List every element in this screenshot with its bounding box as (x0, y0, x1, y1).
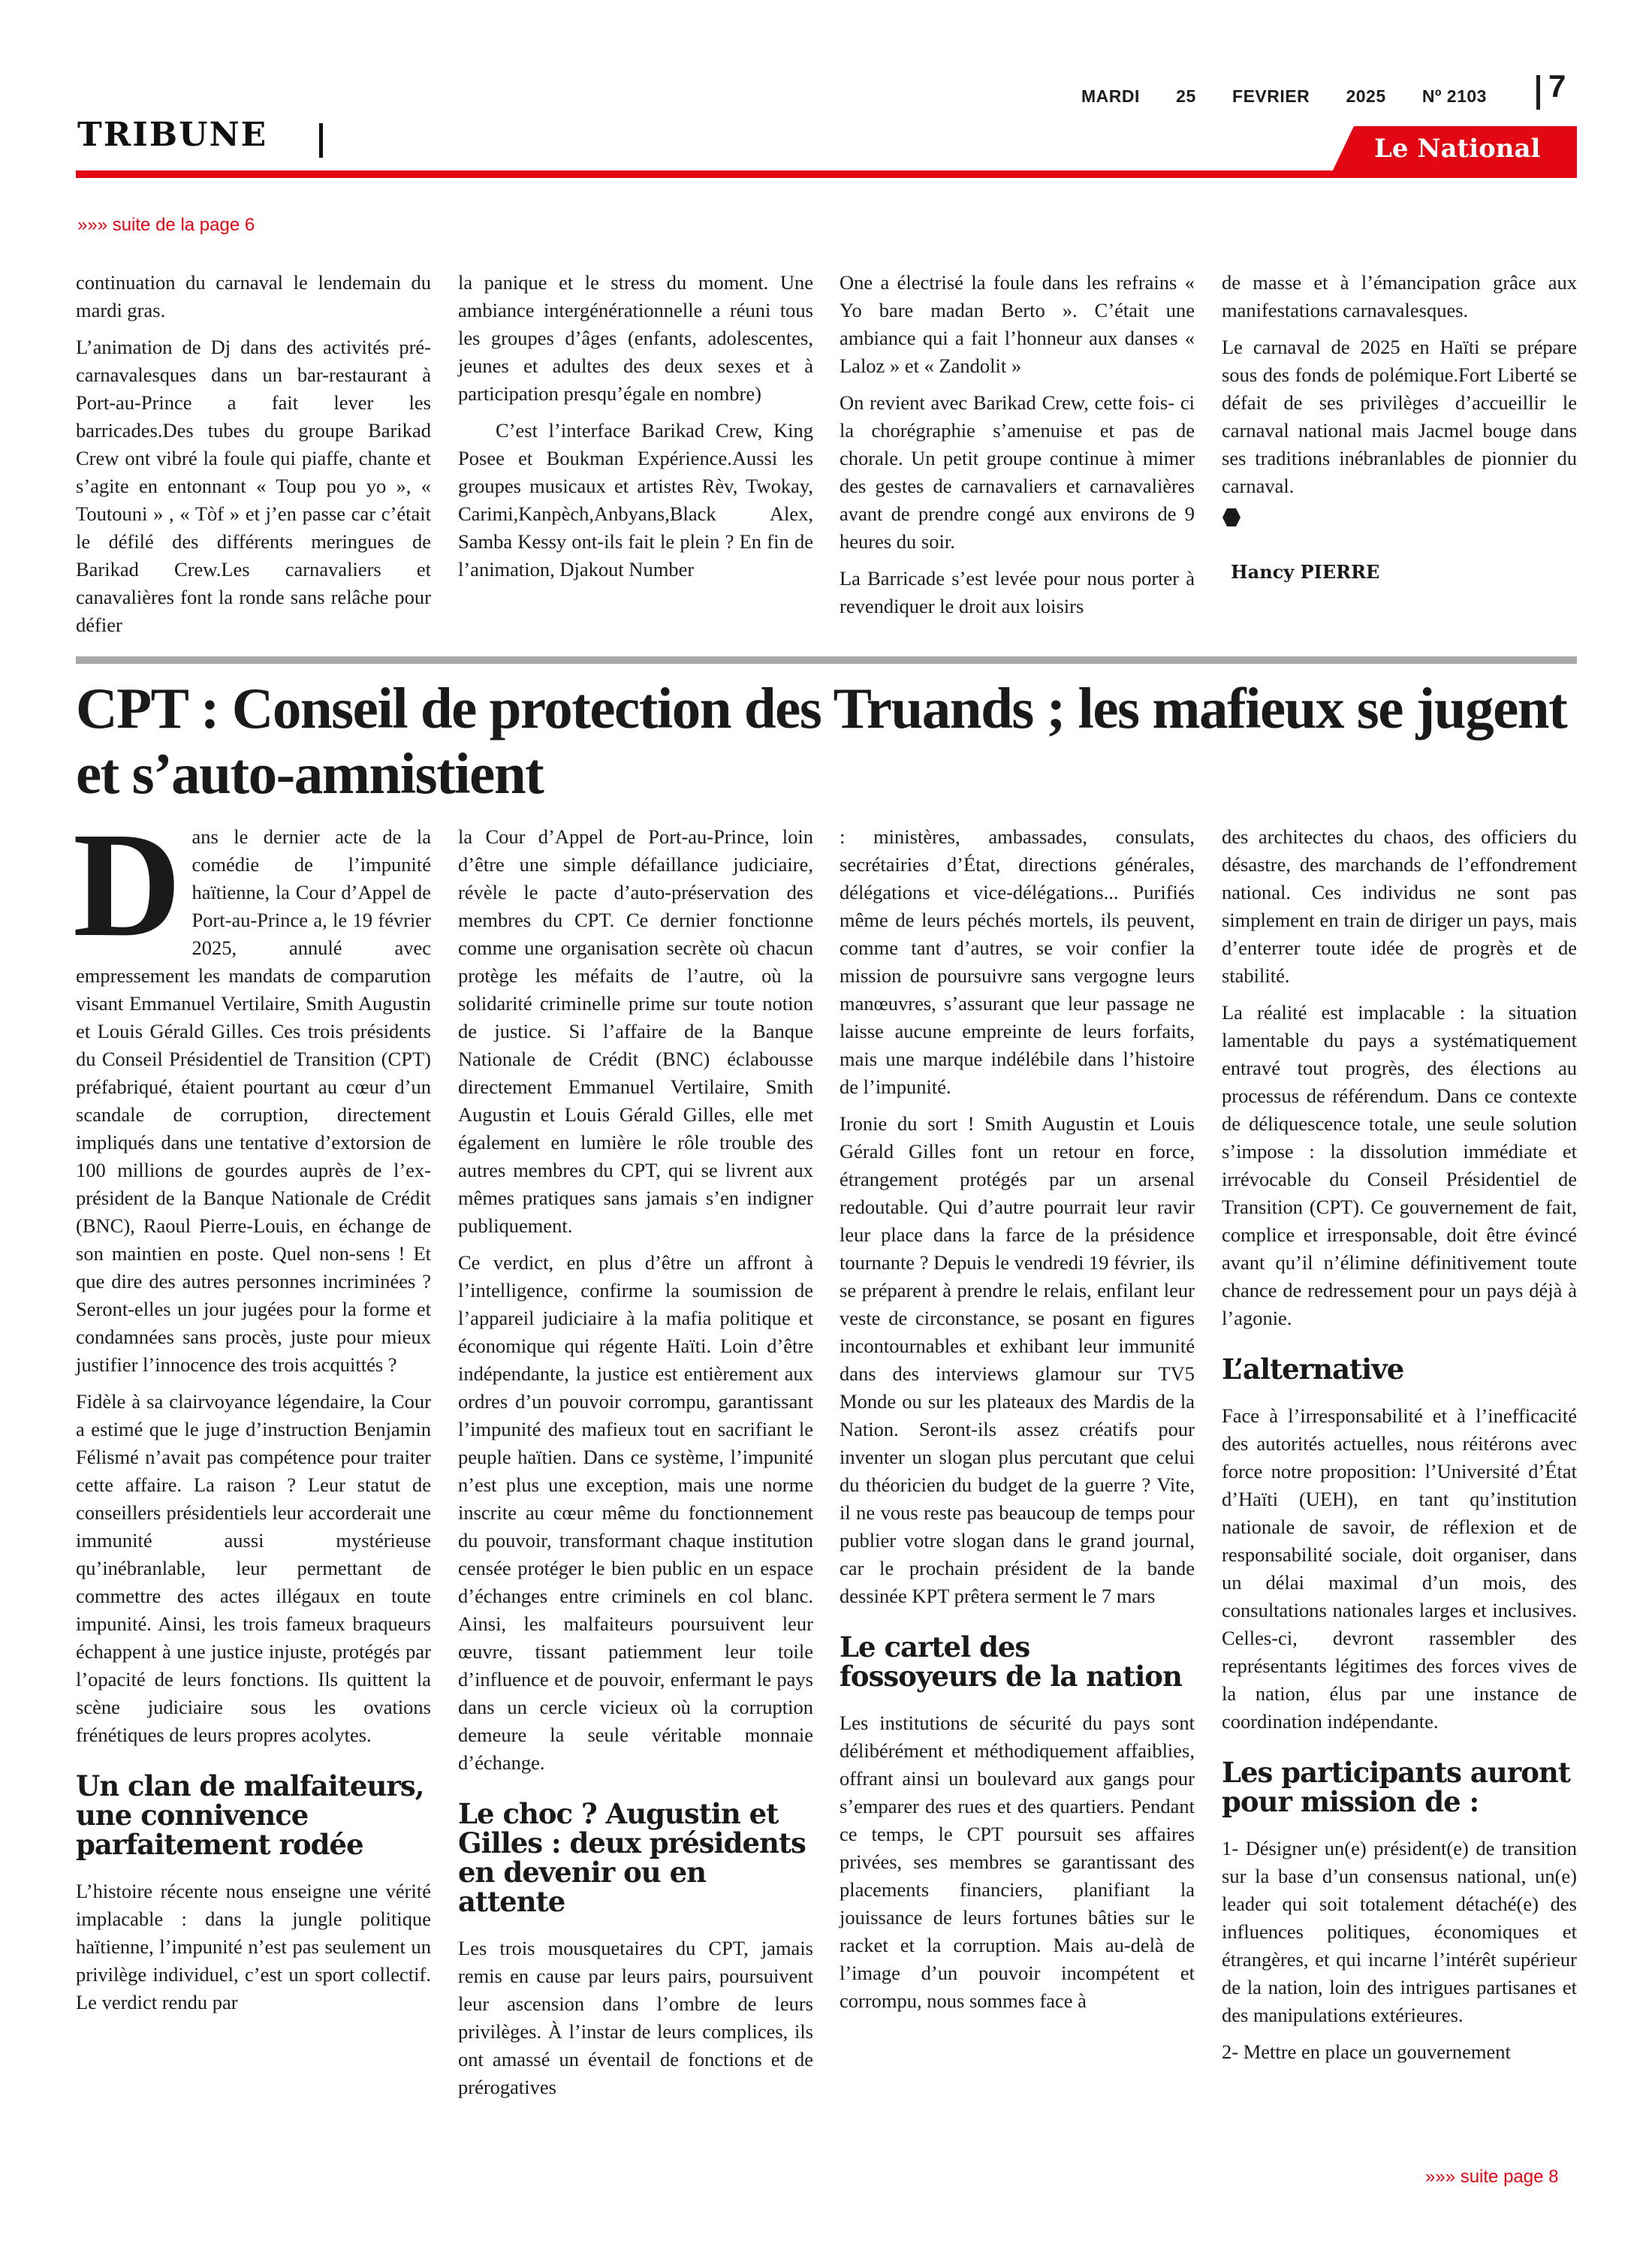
prev-article-column-4 (1222, 269, 1577, 586)
article-column-1 (73, 802, 431, 2025)
paragraph: Les institutions de sécurité du pays sont délibérément et méthodiquement affaiblies, offrant ainsi un boulevard aux gangs pour s’emparer des rues et des quartiers. Pendant ce temps, le CPT poursuit ses affaires privées, ses membres se garantissant des placements financiers, planifiant la jouissance de leurs fortunes bâties sur le racket et la corruption. Mais au-delà de l’image d’un pouvoir incompétent et corrompu, nous sommes face à (840, 1712, 1195, 2012)
paragraph: La réalité est implacable : la situation lamentable du pays a systématiquement entravé tout progrès, des élections au processus de référendum. Dans ce contexte de déliquescence totale, une seule solution s’impose : la dissolution immédiate et irrévocable du Conseil Présidentiel de Transition (CPT). Ce gouvernement de fait, complice et irresponsable, doit être évincé avant qu’il n’élimine définitivement toute chance de redressement pour un pays déjà à l’agonie. (1222, 1001, 1577, 1329)
prev-article-column-3 (840, 269, 1195, 629)
article-column-2 (458, 823, 813, 2110)
issue-number: Nº 2103 (1421, 86, 1487, 106)
paragraph: Ironie du sort ! Smith Augustin et Louis Gérald Gilles font un retour en force, étrangement protégés par un arsenal redoutable. Qui d’autre pourrait leur ravir leur place dans la farce de la présidence tournante ? Depuis le vendredi 19 février, ils se préparent à prendre le relais, enfilant leur veste de circonstance, se posant en figures incontournables et exhibant leur immunité dans des interviews glamour sur TV5 Monde ou sur les plateaux des Mardis de la Nation. Seront-ils assez créatifs pour inventer un slogan plus percutant que celui du théoricien du budget de la guerre ? Vite, il ne vous reste pas beaucoup de temps pour publier votre slogan dans le grand journal, car le prochain président de la bande dessinée KPT prêtera serment le 7 mars (840, 1112, 1195, 1607)
author-signature: Hancy PIERRE (1231, 561, 1380, 583)
article-headline: CPT : Conseil de protection des Truands ; les mafieux se jugent et s’auto-amnistient (76, 676, 1567, 806)
article-column-3 (840, 823, 1195, 2024)
issue-month: FEVRIER (1232, 86, 1310, 106)
section-title: TRIBUNE (77, 116, 268, 154)
subheading: Les participants auront pour mission de : (1222, 1756, 1570, 1818)
article-column-4 (1222, 823, 1577, 2075)
issue-year: 2025 (1346, 86, 1386, 106)
continued-to-link[interactable]: »»» suite page 8 (1425, 2167, 1559, 2187)
subheading: Un clan de malfaiteurs, une connivence parfaitement rodée (76, 1769, 424, 1861)
issue-date-number: 25 (1176, 86, 1196, 106)
prev-article-column-2 (458, 269, 813, 593)
paragraph: L’animation de Dj dans des activités pré-carnavalesques dans un bar-restaurant à Port-au-Prince a fait lever les barricades.Des tubes du groupe Barikad Crew ont vibré la foule qui piaffe, chante et s’agite en entonnant « Toup pou yo », « Toutouni » , « Tòf » et j’en passe car c’était le défilé des différents meringues de Barikad Crew.Les carnavaliers et canavalières font la ronde sans relâche pour défier (76, 336, 431, 636)
continued-from-link[interactable]: »»» suite de la page 6 (77, 215, 255, 235)
paragraph: la panique et le stress du moment. Une ambiance intergénérationnelle a réuni tous les groupes d’âges (enfants, adolescentes, jeunes et adultes des deux sexes et à participation presqu’égale en nombre) (458, 271, 813, 405)
paragraph: Fidèle à sa clairvoyance légendaire, la Cour a estimé que le juge d’instruction Benjamin Félismé n’avait pas compétence pour traiter cette affaire. La raison ? Leur statut de conseillers présidentiels leur accorderait une immunité aussi mystérieuse qu’inébranlable, leur permettant de commettre des actes illégaux en toute impunité. Ainsi, les trois fameux braqueurs échappent à une justice injuste, protégés par l’opacité de leurs fonctions. Ils quittent la scène judiciaire sous les ovations frénétiques de leurs propres acolytes. (76, 1390, 431, 1746)
paragraph (1222, 333, 1577, 528)
paragraph: One a électrisé la foule dans les refrains « Yo bare madan Berto ». C’était une ambiance qui a fait l’honneur aux danses « Laloz » et « Zandolit » (840, 271, 1195, 377)
paragraph: 1- Désigner un(e) président(e) de transition sur la base d’un consensus national, un(e) leader qui soit totalement détaché(e) des influences politiques, économiques et étrangères, et qui incarne l’intérêt supérieur de la nation, loin des intrigues partisanes et des manipulations extérieures. (1222, 1837, 1577, 2026)
paragraph: On revient avec Barikad Crew, cette fois- ci la chorégraphie s’amenuise et pas de chorale. Un petit groupe continue à mimer des gestes de carnavaliers et carnavalières avant de prendre congé aux environs de 9 heures du soir. (840, 391, 1195, 553)
article-separator (76, 656, 1577, 664)
paragraph: des architectes du chaos, des officiers du désastre, des marchands de l’effondrement national. Ces individus ne sont pas simplement en train de diriger un pays, mais d’enterrer toute idée de progrès et de stabilité. (1222, 825, 1577, 987)
issue-date-line (1081, 86, 1487, 107)
paragraph: La Barricade s’est levée pour nous porter à revendiquer le droit aux loisirs (840, 567, 1195, 617)
paragraph: de masse et à l’émancipation grâce aux manifestations carnavalesques. (1222, 271, 1577, 321)
subheading: L’alternative (1222, 1353, 1404, 1386)
paragraph: Ce verdict, en plus d’être un affront à l’intelligence, confirme la soumission de l’appareil judiciaire à la mafia politique et économique qui régente Haïti. Loin d’être indépendante, la justice est entièrement aux ordres d’un pouvoir corrompu, garantissant l’impunité des mafieux tout en sacrifiant le peuple haïtien. Dans ce système, l’impunité n’est plus une exception, mais une norme inscrite au cœur même du fonctionnement du pouvoir, transformant chaque institution censée protéger le bien public en un espace d’échanges entre criminels en col blanc. Ainsi, les malfaiteurs poursuivent leur œuvre, tissant patiemment leur toile d’influence et de pouvoir, enfermant le pays dans un cercle vicieux où la corruption demeure la seule véritable monnaie d’échange. (458, 1251, 813, 1774)
paragraph: C’est l’interface Barikad Crew, King Posee et Boukman Expérience.Aussi les groupes musicaux et artistes Rèv, Twokay, Carimi,Kanpèch,Anbyans,Black Alex, Samba Kessy ont-ils fait le plein ? En fin de l’animation, Djakout Number (458, 419, 813, 581)
paragraph: la Cour d’Appel de Port-au-Prince, loin d’être une simple défaillance judiciaire, révèle le pacte d’auto-préservation des membres du CPT. Ce dernier fonctionne comme une organisation secrète où chacun protège les méfaits de l’autre, où la solidarité criminelle prime sur toute notion de justice. Si l’affaire de la Banque Nationale de Crédit (BNC) éclabousse directement Emmanuel Vertilaire, Smith Augustin et Louis Gérald Gilles, elle met également en lumière le rôle trouble des autres membres du CPT, qui se livrent aux mêmes pratiques sans jamais s’en indigner publiquement. (458, 825, 813, 1237)
paragraph: Face à l’irresponsabilité et à l’inefficacité des autorités actuelles, nous réitérons avec force notre proposition: l’Université d’État d’Haïti (UEH), en tant qu’institution nationale de savoir, de réflexion et de responsabilité sociale, doit organiser, dans un délai maximal d’un mois, des consultations nationales larges et inclusives. Celles-ci, devront rassembler des représentants légitimes des forces vives de la nation, élus par une instance de coordination indépendante. (1222, 1404, 1577, 1733)
paragraph: : ministères, ambassades, consulats, secrétairies d’État, directions générales, délégations et vice-délégations... Purifiés même de leurs péchés mortels, ils peuvent, comme tant d’autres, se voir confier la mission de poursuivre sans vergogne leurs manœuvres, s’assurant que leur passage ne laisse aucune empreinte de leurs forfaits, mais une marque indélébile dans l’histoire de l’impunité. (840, 825, 1195, 1098)
section-title-divider (319, 123, 323, 158)
paragraph: continuation du carnaval le lendemain du mardi gras. (76, 271, 431, 321)
subheading: Le choc ? Augustin et Gilles : deux présidents en devenir ou en attente (458, 1797, 806, 1918)
paragraph (73, 802, 431, 1379)
paragraph-text: ans le dernier acte de la comédie de l’impunité haïtienne, la Cour d’Appel de Port-au-Prince a, le 19 février 2025, annulé avec empressement les mandats de comparution visant Emmanuel Vertilaire, Smith Augustin et Louis Gérald Gilles. Ces trois présidents du Conseil Présidentiel de Transition (CPT) préfabriqué, étaient pourtant au cœur d’un scandale de corruption, directement impliqués dans une tentative d’extorsion de 100 millions de gourdes auprès de l’ex-président de la Banque Nationale de Crédit (BNC), Raoul Pierre-Louis, en échange de son maintien en poste. Quel non-sens ! Et que dire des autres personnes incriminées ? Seront-elles un jour jugées pour la forme et condamnées sans procès, juste pour mieux justifier l’innocence des trois acquittés ? (76, 825, 431, 1376)
paragraph-text: Le carnaval de 2025 en Haïti se prépare sous des fonds de polémique.Fort Liberté se défait de ses privilèges d’accueillir le carnaval national mais Jacmel bouge dans ses traditions inébranlables de pionnier du carnaval. (1222, 336, 1577, 497)
page-number-divider (1536, 75, 1540, 110)
paragraph: L’histoire récente nous enseigne une vérité implacable : dans la jungle politique haïtienne, l’impunité n’est pas seulement un privilège individuel, c’est un sport collectif. Le verdict rendu par (76, 1880, 431, 2013)
subheading: Le cartel des fossoyeurs de la nation (840, 1630, 1182, 1693)
paragraph: Les trois mousquetaires du CPT, jamais remis en cause par leurs pairs, poursuivent leur ascension dans l’ombre de leurs privilèges. À l’instar de leurs complices, ils ont amassé un éventail de fonctions et de prérogatives (458, 1937, 813, 2098)
prev-article-column-1 (76, 269, 431, 648)
issue-day: MARDI (1081, 86, 1140, 106)
newspaper-name: Le National (1374, 134, 1541, 164)
paragraph: 2- Mettre en place un gouvernement (1222, 2040, 1511, 2063)
drop-cap: D (73, 802, 182, 968)
end-of-article-icon (1222, 508, 1241, 527)
header-rule (76, 170, 1577, 178)
page-number: 7 (1548, 68, 1566, 104)
